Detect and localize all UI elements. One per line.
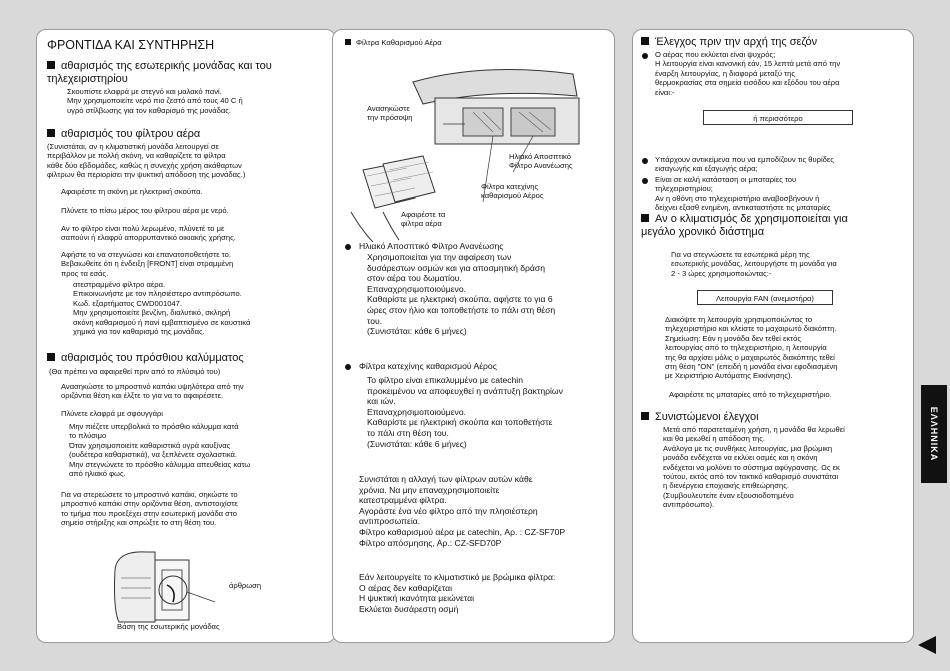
section-heading-front-cover: αθαρισμός του πρόσθιου καλύμματος [47,352,244,365]
fan-mode-box: Λειτουργία FAN (ανεμιστήρα) [697,290,833,305]
care-panel [36,29,336,643]
solar-filter-title: Ηλιακό Αποσπτικό Φίλτρο Ανανέωσης [359,241,504,251]
front-cover-reattach: Για να στερεώσετε το μπροστινό καπάκι, σηκώστε το μπροστινό καπάκι στην οριζόντια θέση, αντιστοιχίστε το τμήμα που προεξέχει στην εσωτερική μονάδα στο σημείο στήριξης και σπρώξτε το στη θέση του. [61,490,238,528]
label-solar-filter: Ηλιακό Αποσπτικό Φίλτρο Ανανέωσης [509,152,573,171]
bullet [345,244,351,250]
front-cover-cautions: Μην πιέζετε υπερβολικά το πρόσθιο κάλυμμα κατά το πλύσιμο Όταν χρησιμοποιείτε καθαριστικά υγρά καυξίνας (ουδέτερα καθαριστικά), να ξεπλένετε σχολαστικά. Μην στεγνώνετε το πρόσθιο κάλυμμα απευθείας κατω από ηλιακό φως. [69,422,251,479]
preseason-cold-air-text: Ο αέρας που εκλύεται είναι ψυχρός; Η λειτουργία είναι κανονική εάν, 15 λεπτά μετά από την έναρξη λειτουργίας, η διαφορά μεταξύ της θερμοκρασίας στα σημεία εισόδου και εξόδου του αέρα είναι:- [655,50,841,97]
filter-removal-illustration [343,52,603,242]
filter-damaged-note: ατεστραμμένο φίλτρο αέρα. Επικοινωνήστε με τον πλησιέστερο αντιπρόσωπο. Κωδ. εξαρτήματος CWD001047. Μην χρησιμοποιείτε βενζίνη, διαλυτικό, σκληρή σκόνη καθαρισμού ή πανί εμβαπτισμένο σε καυστικά χημικά για τον καθαρισμό της μονάδας. [73,280,251,337]
section-marker [641,37,649,45]
label-catechin-filter: Φίλτρα κατεχίνης καθαρισμού Αέρος [481,182,544,201]
previous-page-arrow-icon[interactable] [918,636,936,654]
filter-step-1: Αφαιρέστε τη σκόνη με ηλεκτρική σκούπα. [61,187,203,196]
label-lift-front: Ανασηκώστε την πρόσοψη [367,104,413,123]
section-heading-preseason: Έλεγχος πριν την αρχή της σεζόν [641,36,817,49]
filter-replacement-text: Συνιστάται η αλλαγή των φίλτρων αυτών κάθε χρόνια. Να μην επαναχρησιμοποιείτε κατεστραμμένα φίλτρα. Αγοράστε ένα νέο φίλτρο από την πλησιέστερη αντιπροσωπεία. Φίλτρο καθαρισμού αέρα με catechin, Αρ. : CZ-SF70P Φίλτρο απόσμησης, Αρ.: CZ-SFD70P [359,474,566,548]
preseason-batteries-text: Είναι σε καλή κατάσταση οι μπαταρίες του τηλεχειριστηρίου; Αν η οθόνη στο τηλεχειριστήριο αναβοσβήνουν ή δείχνει εξασθ ενημένη, αντικαταστήστε τις μπαταρίες [655,175,831,213]
long-idle-stop-text: Διακόψτε τη λειτουργία χρησιμοποιώντας το τηλεχειριστήριο και κλείστε το μαχαιρωτό διακόπτη. Σημείωση: Εάν η μονάδα δεν τεθεί εκτός λειτουργίας από το τηλεχειριστήριο, η λειτουργία της θα αρχίσει μόλις ο μαχαιρωτός διακόπτης τεθεί στη θέση "ON" (επειδή η μονάδα είναι εφοδιασμένη με Χειριστήριο Αυτόματης Εκκίνησης). [665,315,838,381]
bullet [345,364,351,370]
temperature-difference-box: ή περισσότερο [703,110,853,125]
label-remove-filters: Αφαιρέστε τα φίλτρα αέρα [401,210,446,229]
recommended-checks-text: Μετά από παρατεταμένη χρήση, η μονάδα θα λερωθεί και θα μειωθεί η απόδοση της. Ανάλογα με τις συνθήκες λειτουργίας, μια βρώμικη μονάδα ενδέχεται να εκλύει οσμές και η σκόνη ενδέχεται να μολύνει το σύστημα αφύγρανσης. Ως εκ τούτου, εκτός από τον τακτικό καθαρισμό συνιστάται η διενέργεια εποχιακής επιθεώρησης. (Συμβουλευτείτε έναν εξουσιοδοτημένο αντιπρόσωπο). [663,425,845,510]
solar-filter-text: Χρησιμοποιείται για την αφαίρεση των δυσάρεστων οσμών και για αποσμητική δράση στον αέρα του δωματίου. Επαναχρησιμοποιούμενο. Καθαρίστε με ηλεκτρική σκούπα, αφήστε το για 6 ώρες στον ήλιο και τοποθετήστε το πάλι στη θέση του. (Συνιστάται: κάθε 6 μήνες) [367,252,556,337]
front-cover-step-1: Ανασηκώστε το μπροστινό καπάκι υψηλότερα από την οριζόντια θέση και έλξτε το για να το αφαιρέσετε. [61,382,244,401]
air-filter-note: (Συνιστάται, αν η κλιματιστική μονάδα λειτουργεί σε περιβάλλον με πολλή σκόνη, να καθαρίζετε τα φίλτρα κάθε δύο εβδομάδες, καθώς η συνεχής χρήση ακάθαρτων φίλτρων θα περιορίσει την ψυκτική απόδοση της μονάδας.) [47,142,246,180]
filters-panel [332,29,615,643]
filter-step-4: Αφήστε το να στεγνώσει και επανατοποθετήστε το. Βεβαιωθείτε ότι η ένδειξη [FRONT] είναι στραμμένη προς τα εσάς. [61,250,234,278]
front-cover-step-2: Πλύνετε ελαφρά με σφουγγάρι [61,409,163,418]
section-heading-air-filter: αθαρισμός του φίλτρου αέρα [47,128,200,141]
bullet [642,53,648,59]
filter-step-3: Αν το φίλτρο είναι πολύ λερωμένο, πλύνετέ το με σαπούνι ή ελαφρύ απορρυπαντικό οικιακής χρήσης. [61,224,236,243]
dirty-filter-warning: Εάν λειτουργείτε το κλιματιστικό με βρώμικα φίλτρα: Ο αέρας δεν καθαρίζεται Η ψυκτική ικανότητα μειώνεται Εκλύεται δυσάρεστη οσμή [359,572,556,614]
front-cover-note: (Θα πρέπει να αφαιρεθεί πριν από το πλύσιμό του) [49,367,221,376]
page-title: ΦΡΟΝΤΙΔΑ ΚΑΙ ΣΥΝΤΗΡΗΣΗ [47,38,215,52]
section-marker [345,39,351,45]
section-marker [47,353,55,361]
bullet [642,178,648,184]
section-marker [47,61,55,69]
long-idle-batteries-text: Αφαιρέστε τις μπαταρίες από το τηλεχειριστήριο. [669,390,832,399]
catechin-filter-text: Το φίλτρο είναι επικαλυμμένο με catechin προκειμένου να αποφευχθεί η ανάπτυξη βακτηρίων και ιών. Επαναχρησιμοποιούμενο. Καθαρίστε με ηλεκτρική σκούπα και τοποθετήστε το πάλι στη θέση του. (Συνιστάται: κάθε 6 μήνες) [367,375,563,449]
label-joint: άρθρωση [229,581,262,590]
checks-panel [632,29,914,643]
section-heading-filters: Φίλτρα Καθαρισμού Αέρα [345,38,442,47]
indoor-unit-text: Σκουπίστε ελαφρά με στεγνό και μαλακό πανί. Μην χρησιμοποιείτε νερό πιο ζεστό από τους 40 C ή υγρό στίλβωσης για τον καθαρισμό της μονάδας. [67,87,243,115]
section-marker [641,412,649,420]
label-indoor-base: Βάση της εσωτερικής μονάδας [117,622,220,631]
section-marker [641,214,649,222]
catechin-filter-title: Φίλτρα κατεχίνης καθαρισμού Αέρος [359,361,497,371]
long-idle-text: Για να στεγνώσετε τα εσωτερικά μέρη της εσωτερικής μονάδας, λειτουργήστε τη μονάδα για 2 - 3 ώρες χρησιμοποιώντας:- [671,250,837,278]
filter-step-2: Πλύνετε το πίσω μέρος του φίλτρου αέρα με νερό. [61,206,229,215]
section-heading-long-idle: Αν ο κλιματισμός δε χρησιμοποιείται για μεγάλο χρονικό διάστημα [641,213,848,238]
front-cover-hinge-illustration [107,530,247,630]
section-marker [47,129,55,137]
language-tab: ΕΛΛΗΝΙΚΑ [921,385,947,483]
preseason-obstruction-text: Υπάρχουν αντικείμενα που να εμποδίζουν τις θυρίδες εισαγωγής και εξαγωγής αέρα; [655,155,834,174]
section-heading-indoor-unit: αθαρισμός της εσωτερικής μονάδας και του τηλεχειριστηρίου [47,60,272,85]
bullet [642,158,648,164]
section-heading-recommended-checks: Συνιστώμενοι έλεγχοι [641,411,759,424]
